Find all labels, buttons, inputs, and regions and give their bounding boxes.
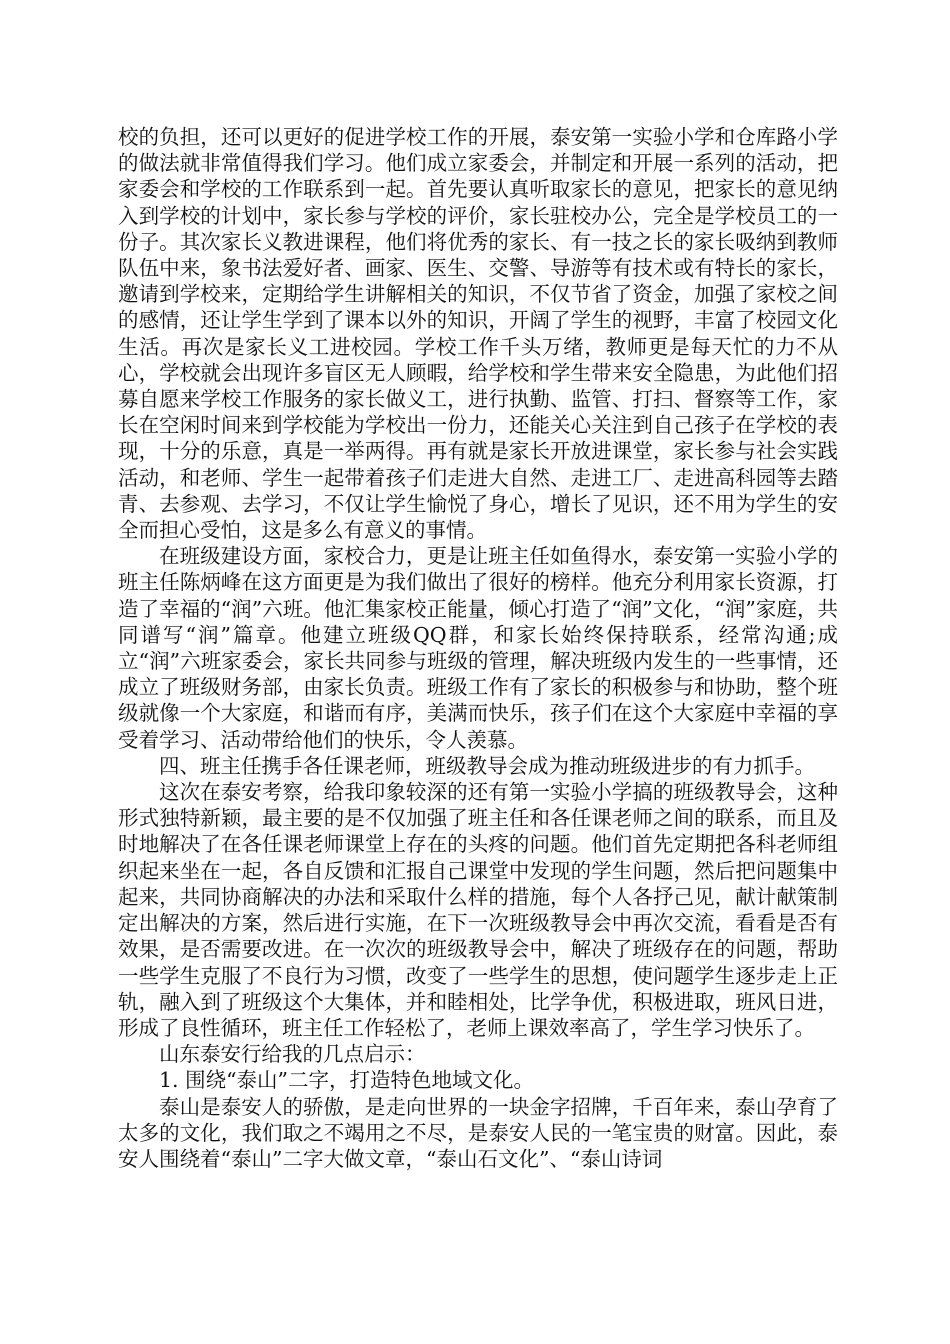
- heading-inspirations: 山东泰安行给我的几点启示：: [159, 1042, 426, 1067]
- paragraph-class-guidance-meeting: 这次在泰安考察，给我印象较深的还有第一实验小学搞的班级教导会，这种形式独特新颖，最主要的是不仅加强了班主任和各任课老师之间的联系，而且及时地解决了在各任课老师课堂上存在的头疼的问题。他们首先定期把各科老师组织起来坐在一起，各自反馈和汇报自己课堂中发现的学生问题，然后把问题集中起来，共同协商解决的办法和采取什么样的措施，每个人各抒己见，献计献策制定出解决的方案，然后进行实施，在下一次班级教导会中再次交流，看看是否有效果，是否需要改进。在一次次的班级教导会中，解决了班级存在的问题，帮助一些学生克服了不良行为习惯，改变了一些学生的思想，使问题学生逐步走上正轨，融入到了班级这个大集体，并和睦相处，比学争优，积极进取，班风日进，形成了良性循环，班主任工作轻松了，老师上课效率高了，学生学习快乐了。: [118, 780, 838, 1040]
- paragraph-class-building: 在班级建设方面，家校合力，更是让班主任如鱼得水，泰安第一实验小学的班主任陈炳峰在这方面更是为我们做出了很好的榜样。他充分利用家长资源，打造了幸福的“润”六班。他汇集家校正能量，倾心打造了“润”文化，“润”家庭，共同谱写“润”篇章。他建立班级QQ群，和家长始终保持联系，经常沟通;成立“润”六班家委会，家长共同参与班级的管理，解决班级内发生的一些事情，还成立了班级财务部，由家长负责。班级工作有了家长的积极参与和协助，整个班级就像一个大家庭，和谐而有序，美满而快乐，孩子们在这个大家庭中幸福的享受着学习、活动带给他们的快乐，令人羡慕。: [118, 544, 838, 752]
- paragraph-taishan-culture: 泰山是泰安人的骄傲，是走向世界的一块金字招牌，千百年来，泰山孕育了太多的文化，我们取之不竭用之不尽，是泰安人民的一笔宝贵的财富。因此，泰安人围绕着“泰山”二字大做文章，“泰山石文化”、“泰山诗词: [118, 1094, 838, 1171]
- paragraph-parent-committee: 校的负担，还可以更好的促进学校工作的开展，泰安第一实验小学和仓库路小学的做法就非常值得我们学习。他们成立家委会，并制定和开展一系列的活动，把家委会和学校的工作联系到一起。首先要认真听取家长的意见，把家长的意见纳入到学校的计划中，家长参与学校的评价，家长驻校办公，完全是学校员工的一份子。其次家长义教进课程，他们将优秀的家长、有一技之长的家长吸纳到教师队伍中来，象书法爱好者、画家、医生、交警、导游等有技术或有特长的家长，邀请到学校来，定期给学生讲解相关的知识，不仅节省了资金，加强了家校之间的感情，还让学生学到了课本以外的知识，开阔了学生的视野，丰富了校园文化生活。再次是家长义工进校园。学校工作千头万绪，教师更是每天忙的力不从心，学校就会出现许多盲区无人顾暇，给学校和学生带来安全隐患，为此他们招募自愿来学校工作服务的家长做义工，进行执勤、监管、打扫、督察等工作，家长在空闲时间来到学校能为学校出一份力，还能关心关注到自己孩子在学校的表现，十分的乐意，真是一举两得。再有就是家长开放进课堂，家长参与社会实践活动，和老师、学生一起带着孩子们走进大自然、走进工厂、走进高科园等去踏青、去参观、去学习，不仅让学生愉悦了身心，增长了见识，还不用为学生的安全而担心受怕，这是多么有意义的事情。: [118, 125, 838, 543]
- document-page: [118, 124, 838, 1172]
- list-item-one-heading: 1. 围绕“泰山”二字，打造特色地域文化。: [159, 1068, 535, 1093]
- section-heading-four: 四、班主任携手各任课老师，班级教导会成为推动班级进步的有力抓手。: [159, 753, 815, 778]
